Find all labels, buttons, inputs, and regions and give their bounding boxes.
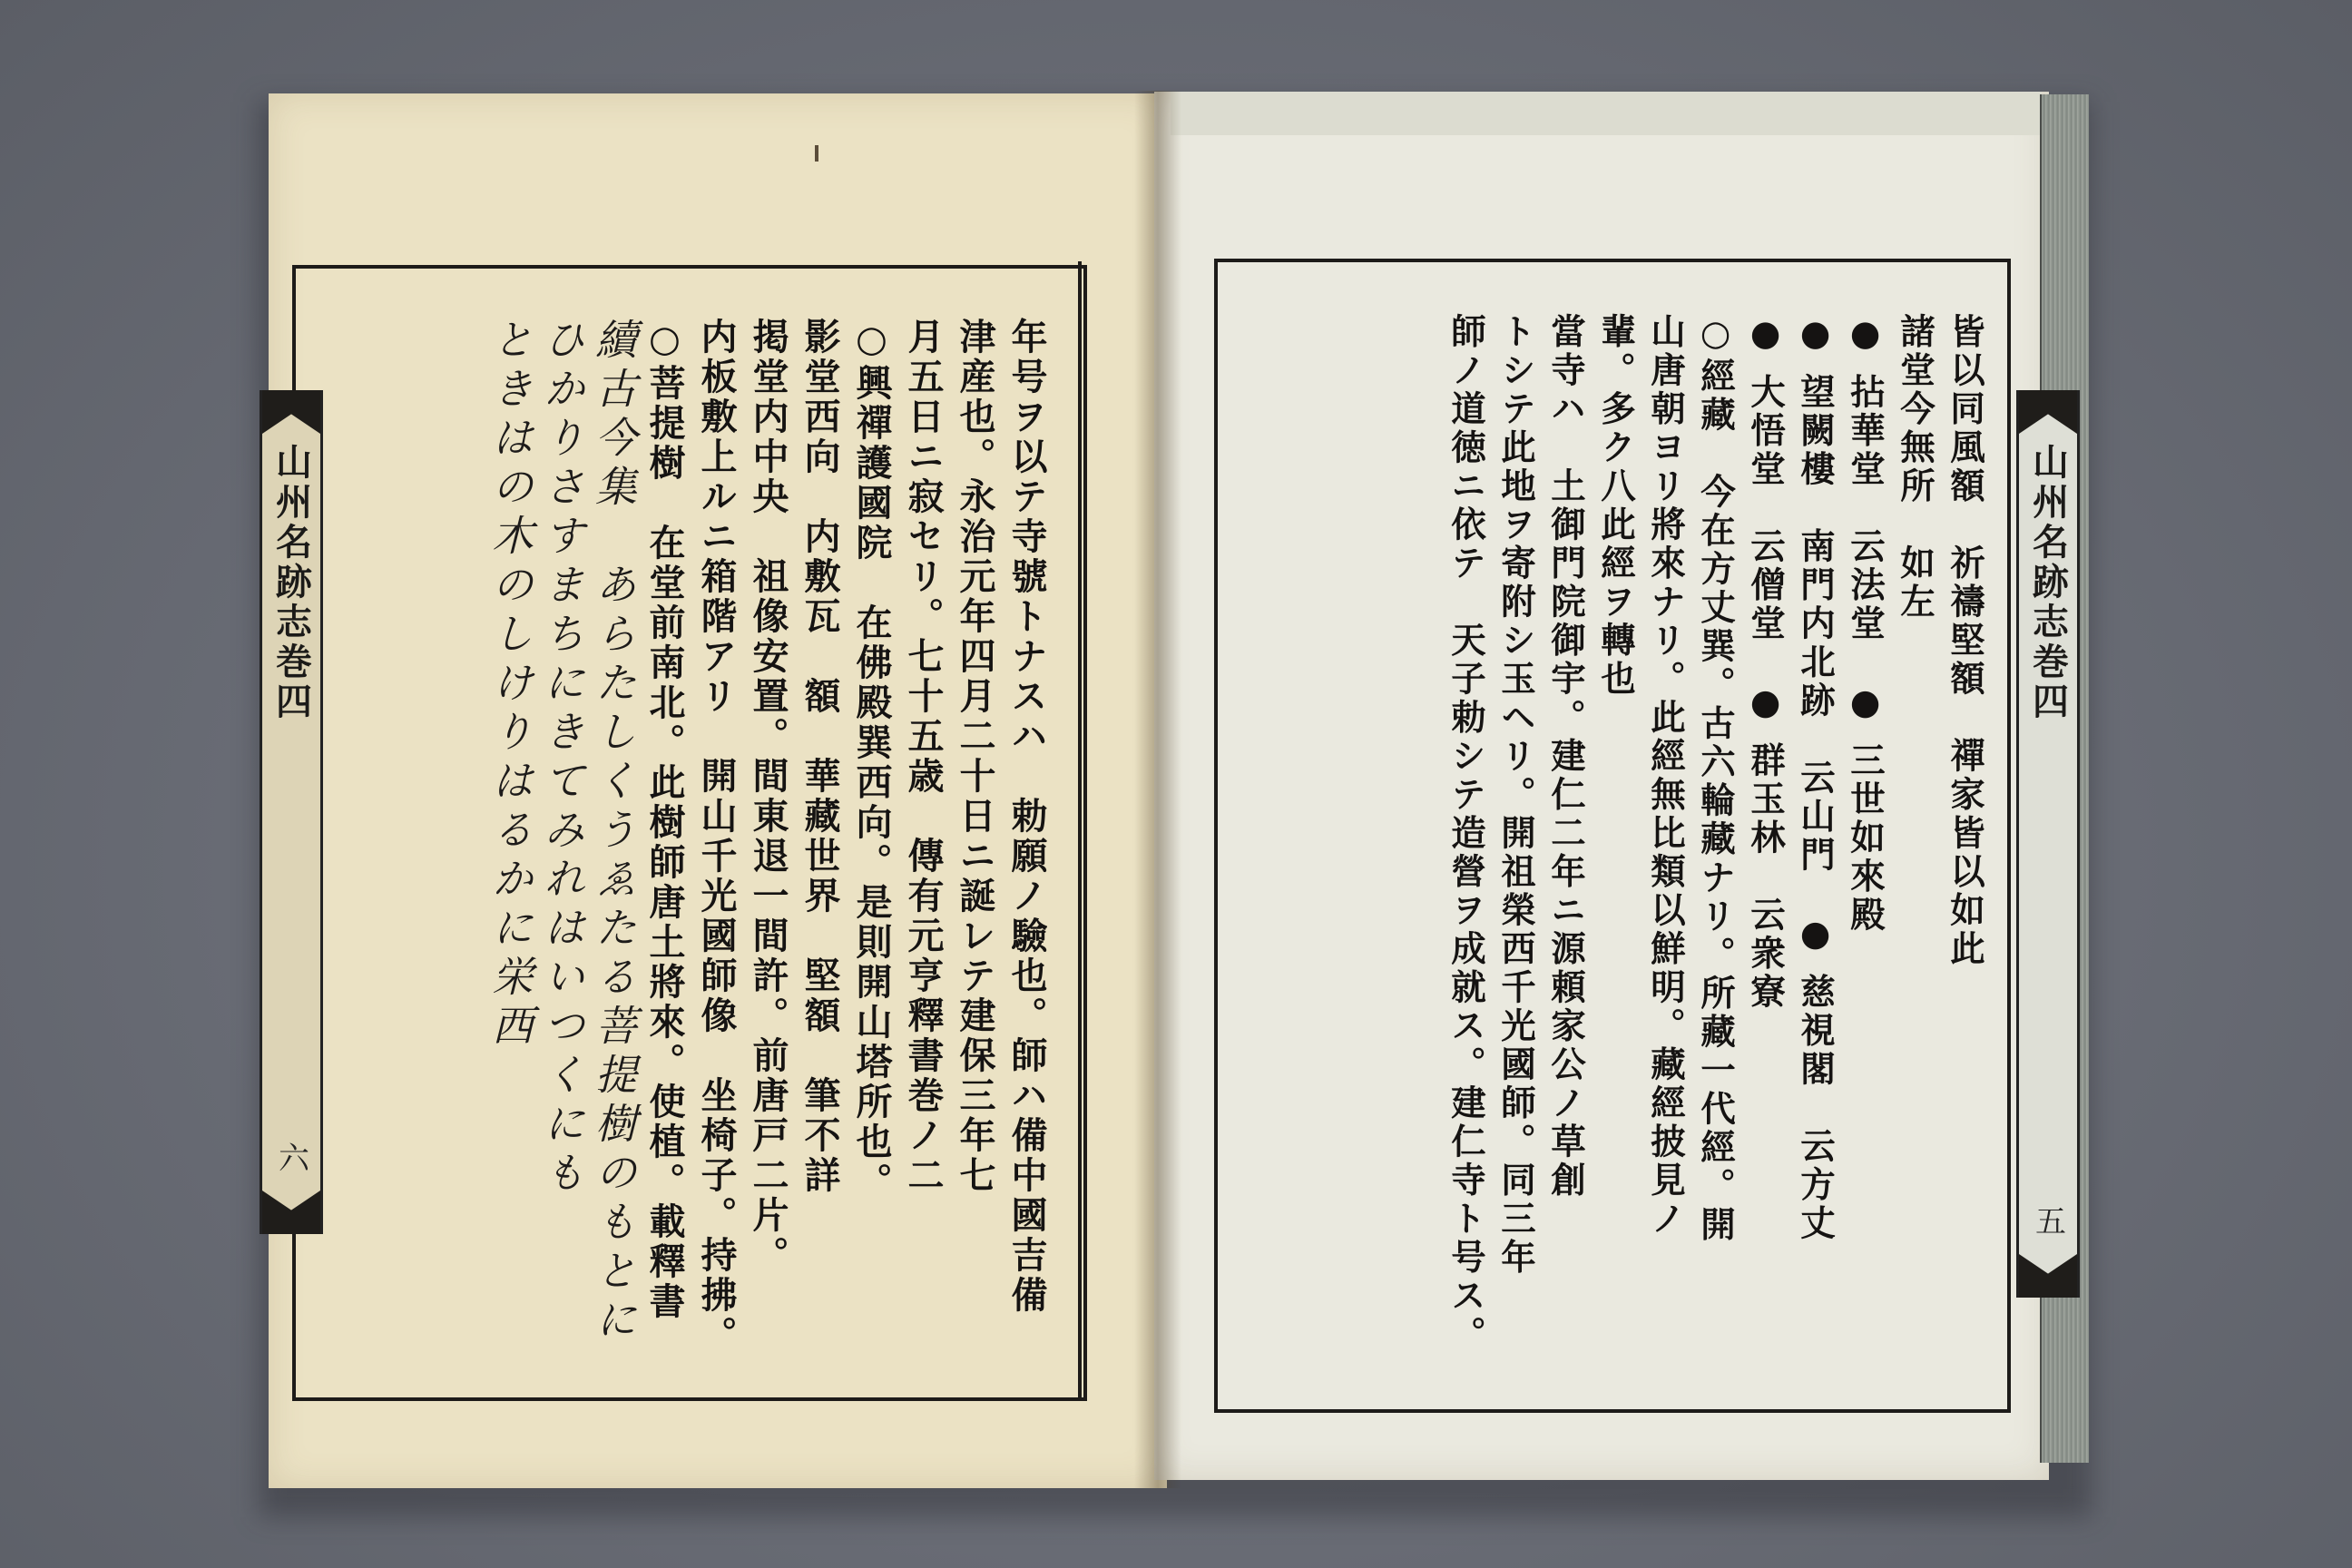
text-column: 諸堂今無所 如左	[1895, 313, 1936, 622]
left-page-rule	[1078, 261, 1082, 1397]
text-column: 山唐朝ヨリ將來ナリ。此經無比類以鮮明。藏經披見ノ	[1645, 313, 1686, 1239]
text-column: 掲堂内中央 祖像安置。間東退一間許。前唐戸二片。	[747, 318, 789, 1276]
text-column: 内板敷上ルニ箱階アリ 開山千光國師像 坐椅子。持拂。	[695, 318, 738, 1356]
text-column: ○菩提樹 在堂前南北。此樹師唐土將來。使植。載釋書	[643, 318, 686, 1322]
book-gutter	[1134, 91, 1181, 1488]
text-column: 影堂西向 内敷瓦 額 華藏世界 堅額 筆不詳	[799, 318, 841, 1196]
left-page-number: 六	[272, 1142, 309, 1172]
fishtail-top-icon	[2019, 390, 2077, 434]
text-column: ○經藏 今在方丈巽。古六輪藏ナリ。所藏一代經。開	[1695, 313, 1736, 1245]
text-column: 當寺ハ 土御門院御宇。建仁二年ニ源頼家公ノ草創	[1545, 313, 1586, 1200]
text-column: 皆以同風額 祈禱堅額 禪家皆以如此	[1945, 313, 1985, 969]
text-column: 師ノ道徳ニ依テ 天子勅シテ造營ヲ成就ス。建仁寺ト号ス。	[1446, 313, 1486, 1355]
text-column: ● 拈華堂 云法堂 ● 三世如來殿	[1845, 313, 1886, 936]
text-column: 輩。多ク八此經ヲ轉也	[1595, 313, 1636, 699]
text-column: 年号ヲ以テ寺號トナスハ 勅願ノ驗也。師ハ備中國吉備	[1005, 318, 1048, 1316]
poem-column: 續古今集 あらたしくうゑたる菩提樹のもとに	[589, 318, 638, 1347]
text-column: ● 望闕樓 南門内北跡 云山門 ● 慈視閣 云方丈	[1795, 313, 1836, 1244]
right-page-number: 五	[2029, 1205, 2066, 1236]
text-column: 津産也。永治元年四月二十日ニ誕レテ建保三年七	[954, 318, 996, 1196]
poem-column: ときはの木のしけりはるかに栄西	[485, 318, 534, 1053]
paper-mark	[815, 145, 818, 162]
text-column: 月五日ニ寂セリ。七十五歳 傳有元亨釋書巻ノ二	[902, 318, 945, 1196]
right-page-top-strip	[1171, 92, 2042, 135]
text-column: トシテ此地ヲ寄附シ玉ヘリ。開祖榮西千光國師。同三年	[1495, 313, 1536, 1278]
right-page-text	[1232, 313, 1990, 1384]
right-page-side-label	[2016, 390, 2080, 1298]
left-page-text	[309, 318, 1053, 1388]
left-volume-title: 山州名跡志巻四	[270, 443, 313, 722]
poem-column: ひかりさすまちにきてみれはいつくにも	[537, 318, 586, 1200]
fishtail-bottom-icon	[2019, 1254, 2077, 1298]
text-column: ● 大悟堂 云僧堂 ● 群玉林 云衆寮	[1745, 313, 1786, 1013]
text-column: ○興禪護國院 在佛殿巽西向。是則開山塔所也。	[850, 318, 893, 1202]
right-volume-title: 山州名跡志巻四	[2026, 443, 2070, 722]
